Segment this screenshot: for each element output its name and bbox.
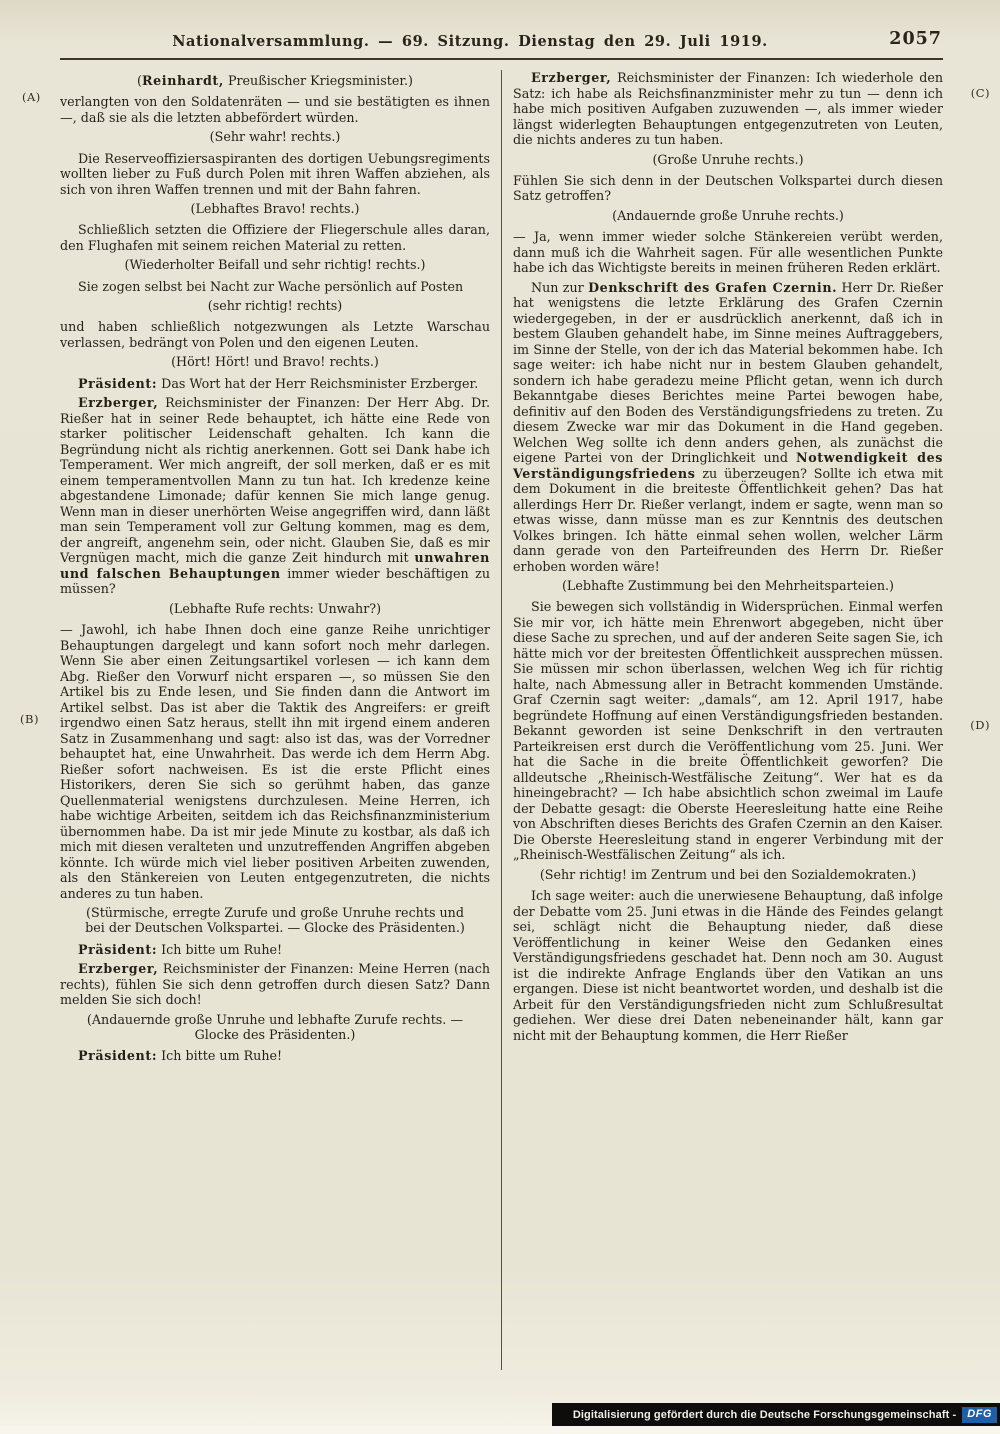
margin-marker-b: (B) bbox=[20, 712, 39, 726]
dfg-logo: DFG bbox=[962, 1407, 997, 1423]
speech-paragraph: Erzberger, Reichsminister der Finanzen: Der Herr Abg. Dr. Rießer hat in seiner Rede behauptet, ich hätte eine Rede von starker politischer Leidenschaft gehalten. Ich kann die Begründung nicht als richtig anerkennen. Gott sei Dank habe ich Temperament. Wer mich angreift, der soll merken, daß er es mit einem temperamentvollen Mann zu tun hat. Ich kredenze keine abgestandene Limonade; dafür kennen Sie mich lange genug. Wenn man in dieser unerhörten Weise angegriffen wird, dann läßt man sein Temperament voll zur Geltung kommen, mag es dem, der angreift, angenehm sein, oder nicht. Glauben Sie, daß es mir Vergnügen macht, mich die ganze Zeit hindurch mit unwahren und falschen Behauptungen immer wieder beschäftigen zu müssen? bbox=[60, 395, 490, 597]
digitization-credit-bar bbox=[552, 1403, 1000, 1426]
margin-marker-c: (C) bbox=[970, 86, 990, 100]
speech-paragraph: — Jawohl, ich habe Ihnen doch eine ganze Reihe unrichtiger Behauptungen dargelegt und kann sofort noch mehr darlegen. Wenn Sie aber einen Zeitungsartikel vorlesen — ich kann dem Abg. Rießer den Vorwurf nicht ersparen —, so müssen Sie den Artikel bis zu Ende lesen, und Sie finden dann die Antwort im Artikel selbst. Das ist aber die Taktik des Angreifers: er greift irgendwo einen Satz heraus, stellt ihn mit irgend einem anderen Satz in Zusammenhang und sagt: also ist das, was der Vorredner behauptet hat, eine Unwahrheit. Das werde ich dem Herrn Abg. Rießer sofort nachweisen. Es ist die erste Pflicht eines Historikers, deren Sie sich so gerühmt haben, das ganze Quellenmaterial wenigstens durchzulesen. Meine Herren, ich habe wichtige Arbeiten, seitdem ich das Reichsfinanzministerium übernommen habe. Da ist mir jede Minute zu kostbar, als daß ich mich mit diesen veralteten und unzutreffenden Angriffen abgeben könnte. Ich würde mich viel lieber positiven Arbeiten zuwenden, als den Stänkereien von Leuten entgegenzutreten, die nichts anderes zu tun haben. bbox=[60, 622, 490, 901]
speech-paragraph: Erzberger, Reichsminister der Finanzen: Meine Herren (nach rechts), fühlen Sie sich denn getroffen durch diesen Satz? Dann melden Sie sich doch! bbox=[60, 961, 490, 1008]
speech-paragraph: Fühlen Sie sich denn in der Deutschen Volkspartei durch diesen Satz getroffen? bbox=[513, 172, 943, 204]
stage-direction: (Lebhaftes Bravo! rechts.) bbox=[190, 201, 360, 217]
speech-paragraph: Schließlich setzten die Offiziere der Fliegerschule alles daran, den Flughafen mit seinem reichen Material zu retten. bbox=[60, 222, 490, 253]
speech-paragraph: Sie bewegen sich vollständig in Widersprüchen. Einmal werfen Sie mir vor, ich hätte mein Ehrenwort abgegeben, nicht über diese Sache zu sprechen, und auf der anderen Seite sagen Sie, ich hätte mich vor der breitesten Öffentlichkeit aussprechen müssen. Sie müssen mir schon überlassen, welchen Weg ich für richtig halte, nach Abmessung aller in Betracht kommenden Umstände. Graf Czernin sagt weiter: „damals“, am 12. April 1917, habe begründete Hoffnung auf einen Verständigungsfrieden bestanden. Bekannt geworden ist seine Denkschrift in den vertrauten Parteikreisen erst durch die Veröffentlichung vom 25. Juni. Wer hat die Sache in die breite Öffentlichkeit geworfen? Die alldeutsche „Rheinisch-Westfälische Zeitung“. Wer hat es da hineingebracht? — Ich habe absichtlich schon zweimal im Laufe der Debatte gesagt: die Oberste Heeresleitung hatte eine Reihe von Abschriften dieses Berichts des Grafen Czernin an den Kaiser. Die Oberste Heeresleitung stand in engerer Verbindung mit der „Rheinisch-Westfälischen Zeitung“ als ich. bbox=[513, 599, 943, 863]
speech-paragraph: Präsident: Ich bitte um Ruhe! bbox=[78, 1048, 283, 1064]
page-number: 2057 bbox=[889, 29, 942, 49]
margin-marker-a: (A) bbox=[22, 90, 41, 104]
stage-direction: (Reinhardt, Preußischer Kriegsminister.) bbox=[137, 73, 413, 88]
column-divider bbox=[501, 70, 502, 1370]
stage-direction: (Sehr wahr! rechts.) bbox=[209, 129, 341, 145]
speech-paragraph: Sie zogen selbst bei Nacht zur Wache persönlich auf Posten bbox=[78, 278, 464, 294]
speech-paragraph: verlangten von den Soldatenräten — und sie bestätigten es ihnen —, daß sie als die letzten abbefördert würden. bbox=[60, 94, 490, 125]
stage-direction: (Andauernde große Unruhe und lebhafte Zurufe rechts. — Glocke des Präsidenten.) bbox=[86, 1011, 464, 1042]
text-columns bbox=[60, 70, 944, 1378]
speech-paragraph: und haben schließlich notgezwungen als Letzte Warschau verlassen, bedrängt von Polen und den eigenen Leuten. bbox=[60, 319, 490, 350]
page-bottom-edge bbox=[0, 1426, 1000, 1434]
stage-direction: (Große Unruhe rechts.) bbox=[652, 151, 804, 167]
speech-paragraph: Präsident: Ich bitte um Ruhe! bbox=[78, 941, 283, 957]
left-column bbox=[60, 70, 490, 1378]
stage-direction: (sehr richtig! rechts) bbox=[207, 298, 343, 314]
page-header-title: Nationalversammlung. — 69. Sitzung. Dienstag den 29. Juli 1919. bbox=[172, 33, 768, 50]
stage-direction: (Stürmische, erregte Zurufe und große Unruhe rechts und bei der Deutschen Volkspartei. — Glocke des Präsidenten.) bbox=[85, 905, 465, 936]
stage-direction: (Wiederholter Beifall und sehr richtig! rechts.) bbox=[124, 257, 426, 273]
speech-paragraph: — Ja, wenn immer wieder solche Stänkereien verübt werden, dann muß ich die Wahrheit sagen. Für alle wesentlichen Punkte habe ich das Wichtigste bereits in meinen früheren Reden erklärt. bbox=[513, 229, 943, 276]
stage-direction: (Lebhafte Zustimmung bei den Mehrheitsparteien.) bbox=[561, 578, 894, 594]
speech-paragraph: Präsident: Das Wort hat der Herr Reichsminister Erzberger. bbox=[78, 375, 479, 391]
digitization-credit-text: Digitalisierung gefördert durch die Deutsche Forschungsgemeinschaft - bbox=[572, 1408, 957, 1421]
speech-paragraph: Die Reserveoffiziersaspiranten des dortigen Uebungsregiments wollten lieber zu Fuß durch Polen mit ihren Waffen abziehen, als sich von ihren Waffen trennen und mit der Bahn fahren. bbox=[60, 150, 490, 197]
header-rule bbox=[60, 58, 943, 60]
speech-paragraph: Nun zur Denkschrift des Grafen Czernin. Herr Dr. Rießer hat wenigstens die letzte Erklärung des Grafen Czernin wiedergegeben, in der er ausdrücklich anerkennt, daß ich in bestem Glauben gehandelt habe, im Sinne meines Auftraggebers, im Sinne der Stelle, von der ich das Material bekommen habe. Ich sage weiter: ich habe nicht nur in bestem Glauben gehandelt, sondern ich habe geradezu meine Pflicht getan, wenn ich durch Bekanntgabe dieses Berichtes meine Partei bewogen habe, definitiv auf den Boden des Verständigungsfriedens zu treten. Zu diesem Zwecke war mir das Dokument in die Hand gegeben. Welchen Weg sollte ich denn anders gehen, als zunächst die eigene Partei von der Dringlichkeit und Notwendigkeit des Verständigungsfriedens zu überzeugen? Sollte ich etwa mit dem Dokument in die breiteste Öffentlichkeit gehen? Das hat allerdings Herr Dr. Rießer verlangt, indem er sagte, wenn man so etwas wisse, dann müsse man es zur Kenntnis des deutschen Volkes bringen. Ich hätte einmal sehen wollen, welcher Lärm dann gerade von den Parteifreunden des Herrn Dr. Rießer erhoben worden wäre! bbox=[513, 279, 943, 574]
stage-direction: (Lebhafte Rufe rechts: Unwahr?) bbox=[168, 600, 382, 616]
speech-paragraph: Ich sage weiter: auch die unerwiesene Behauptung, daß infolge der Debatte vom 25. Juni etwas in die Hände des Feindes gelangt sei, schlägt nicht die Behauptung nieder, daß diese Veröffentlichung in keiner Weise den Gedanken eines Verständigungsfriedens geschadet hat. Denn noch am 30. August ist die indirekte Anfrage Englands über den Vatikan an uns ergangen. Diese ist nicht beantwortet worden, und deshalb ist die Arbeit für den Verständigungsfrieden nicht zum Schlußresultat gediehen. Wer diese drei Daten nebeneinander hält, kann gar nicht mit der Behauptung kommen, die Herr Rießer bbox=[513, 888, 943, 1043]
margin-marker-d: (D) bbox=[970, 718, 990, 732]
stage-direction: (Sehr richtig! im Zentrum und bei den Sozialdemokraten.) bbox=[539, 866, 917, 882]
right-column bbox=[513, 70, 943, 1378]
stage-direction: (Andauernde große Unruhe rechts.) bbox=[612, 207, 844, 223]
speech-paragraph: Erzberger, Reichsminister der Finanzen: Ich wiederhole den Satz: ich habe als Reichsfinanzminister mehr zu tun — denn ich habe mich positiven Aufgaben zuzuwenden —, als immer wieder längst widerlegten Behauptungen entgegenzutreten von Leuten, die nichts anderes zu tun haben. bbox=[513, 70, 943, 147]
stage-direction: (Hört! Hört! und Bravo! rechts.) bbox=[171, 354, 379, 370]
